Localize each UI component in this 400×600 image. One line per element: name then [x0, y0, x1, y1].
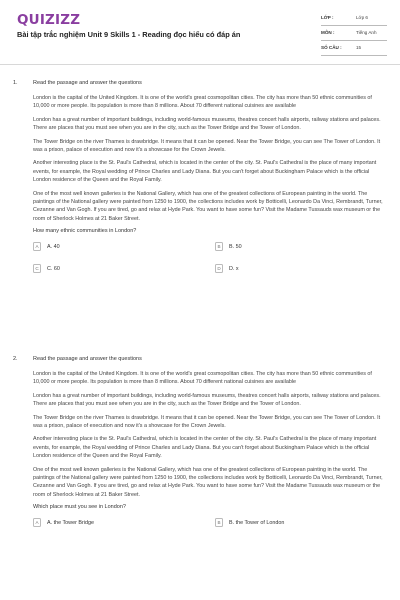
meta-label: MÔN :	[321, 30, 335, 35]
option-text: C. 60	[47, 265, 60, 272]
option-text: A. the Tower Bridge	[47, 519, 94, 526]
option-a[interactable]	[33, 242, 203, 252]
passage-paragraph: Another interesting place is the St. Paul's Cathedral, which is located in the center of the city. St. Paul's Cathedral is the place of many important events, for example, the Royal wedding of Prince Charles and Lady Diana. But you can't forget about Buckingham Palace which is the official London residence of the Queen and the Royal Family.	[33, 436, 377, 460]
page-header	[0, 0, 400, 64]
option-text: B. the Tower of London	[229, 519, 285, 526]
passage-paragraph: The Tower Bridge on the river Thames is drawbridge. It means that it can be opened. Near the Tower Bridge, you can see The Tower of London. It was a prison, palace of execution and now it's a showcase for the Crown Jewels.	[33, 138, 381, 154]
option-text: B. 50	[229, 243, 242, 250]
meta-underline	[321, 55, 387, 56]
option-a[interactable]	[33, 518, 203, 528]
meta-label: SỐ CÂU :	[321, 45, 342, 50]
option-key: B	[215, 518, 223, 527]
option-key: D	[215, 264, 223, 273]
answer-options	[33, 242, 388, 282]
option-text: D. x	[229, 265, 239, 272]
meta-value: Lớp 6	[356, 15, 368, 20]
question-prompt: Read the passage and answer the questions	[33, 80, 142, 86]
meta-value: 15	[356, 45, 362, 50]
question-text: Which place must you see in London?	[33, 504, 126, 511]
passage-paragraph: London is the capital of the United Kingdom. It is one of the world's great cosmopolitan cities. The city has more than 50 ethnic communities of 10,000 or more people. Its population is more than 8 millions. About 70 different national cuisines are available	[33, 371, 372, 386]
question-body	[33, 356, 388, 558]
quizizz-logo: QUIZIZZ	[17, 12, 81, 28]
question-text: How many ethnic communities in London?	[33, 228, 137, 235]
meta-row-subject	[321, 28, 387, 43]
option-c[interactable]	[33, 264, 203, 274]
meta-underline	[321, 25, 387, 26]
passage-paragraph: One of the most well known galleries is the National Gallery, which has one of the greatest collections of European painting in the world. The paintings of the National gallery were painted from 1250 to 1900, the collections includes work by Botticelli, Leonardo Da Vinci, Rembrandt, Turner, Cezanne and Van Gogh. If you are tired, go and relax at Hyde Park. You want to have some fun? Visit the Madame Tussauds wax museum or the room of Sherlock Holmes at 21 Baker Street.	[33, 466, 383, 498]
option-key: C	[33, 264, 41, 273]
meta-label: LỚP :	[321, 15, 334, 20]
page-title: Bài tập trắc nghiệm Unit 9 Skills 1 - Reading đọc hiểu có đáp án	[17, 30, 241, 39]
option-d[interactable]	[215, 264, 385, 274]
passage-paragraph: Another interesting place is the St. Paul's Cathedral, which is located in the center of the city. St. Paul's Cathedral is the place of many important events, for example, the Royal wedding of Prince Charles and Lady Diana. But you can't forget about Buckingham Palace which is the official London residence of the Queen and the Royal Family.	[33, 160, 377, 184]
header-divider	[0, 64, 400, 65]
passage-paragraph: The Tower Bridge on the river Thames is drawbridge. It means that it can be opened. Near the Tower Bridge, you can see The Tower of London. It was a prison, palace of execution and now it's a showcase for the Crown Jewels.	[33, 414, 381, 430]
meta-value: Tiếng Anh	[356, 30, 377, 35]
option-b[interactable]	[215, 518, 385, 528]
passage-paragraph: London has a great number of important buildings, including world-famous museums, theatres concert halls airports, railway stations and palaces. There are places that you must see when you are in the city, such as the Tower Bridge and the Tower of London.	[33, 116, 381, 132]
question-body	[33, 80, 388, 282]
meta-row-grade	[321, 13, 387, 28]
meta-underline	[321, 40, 387, 41]
question-number: 1.	[13, 80, 18, 86]
meta-info	[321, 13, 387, 58]
passage-paragraph: London has a great number of important buildings, including world-famous museums, theatres concert halls airports, railway stations and palaces. There are places that you must see when you are in the city, such as the Tower Bridge and the Tower of London.	[33, 392, 381, 408]
question-prompt: Read the passage and answer the questions	[33, 356, 142, 362]
option-key: A	[33, 518, 41, 527]
option-b[interactable]	[215, 242, 385, 252]
meta-row-count	[321, 43, 387, 58]
option-key: A	[33, 242, 41, 251]
answer-options	[33, 518, 388, 558]
option-key: B	[215, 242, 223, 251]
question-number: 2.	[13, 356, 18, 362]
passage-paragraph: London is the capital of the United Kingdom. It is one of the world's great cosmopolitan cities. The city has more than 50 ethnic communities of 10,000 or more people. Its population is more than 8 millions. About 70 different national cuisines are available	[33, 95, 372, 110]
option-text: A. 40	[47, 243, 60, 250]
passage-paragraph: One of the most well known galleries is the National Gallery, which has one of the greatest collections of European painting in the world. The paintings of the National gallery were painted from 1250 to 1900, the collections includes work by Botticelli, Leonardo Da Vinci, Rembrandt, Turner, Cezanne and Van Gogh. If you are tired, go and relax at Hyde Park. You want to have some fun? Visit the Madame Tussauds wax museum or the room of Sherlock Holmes at 21 Baker Street.	[33, 190, 383, 222]
